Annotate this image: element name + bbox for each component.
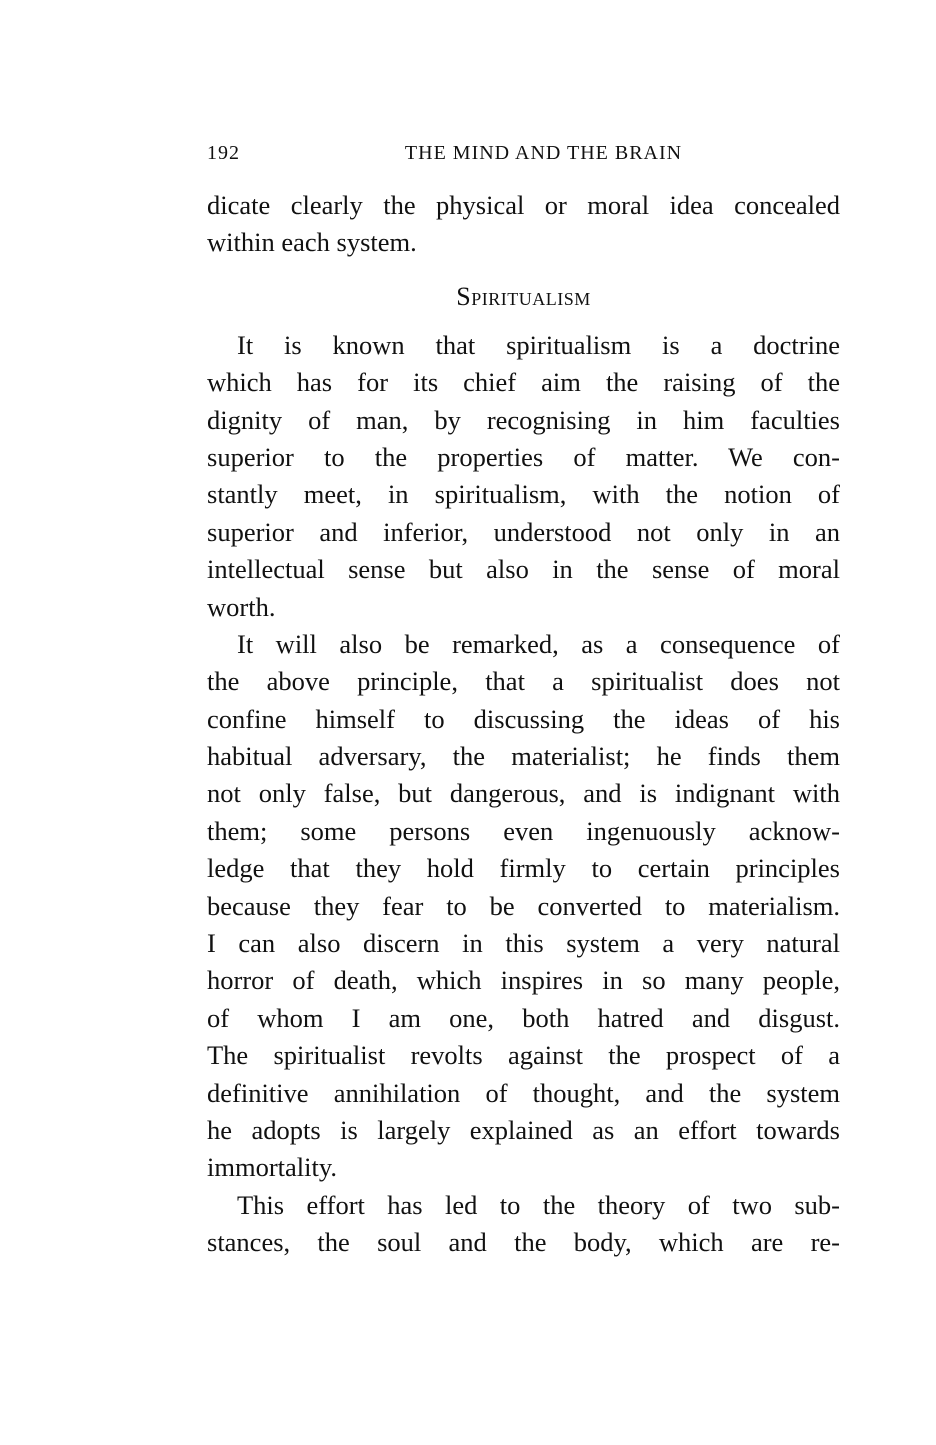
text-line: I can also discern in this system a very natural	[207, 928, 840, 959]
text-line: This effort has led to the theory of two sub-	[237, 1189, 840, 1220]
section-heading-text: Spiritualism	[456, 281, 591, 311]
page-body	[207, 187, 840, 1262]
text-line: confine himself to discussing the ideas of his	[207, 703, 840, 734]
text-line: the above principle, that a spiritualist does not	[207, 666, 840, 697]
text-line: superior to the properties of matter. We con-	[207, 441, 840, 472]
text-line: It will also be remarked, as a consequence of	[237, 628, 840, 659]
text-line: he adopts is largely explained as an effort towards	[207, 1114, 840, 1145]
text-line: of whom I am one, both hatred and disgust.	[207, 1002, 840, 1033]
text-line: horror of death, which inspires in so many people,	[207, 965, 840, 996]
text-line: superior and inferior, understood not only in an	[207, 516, 840, 547]
section-heading	[207, 262, 840, 327]
text-line: ledge that they hold firmly to certain principles	[207, 853, 840, 884]
text-line: them; some persons even ingenuously acknow-	[207, 815, 840, 846]
paragraph	[207, 327, 840, 626]
paragraphs	[207, 327, 840, 1262]
paragraph	[207, 1187, 840, 1262]
text-line: The spiritualist revolts against the prospect of a	[207, 1040, 840, 1071]
text-line: definitive annihilation of thought, and the system	[207, 1077, 840, 1108]
text-line: worth.	[207, 591, 276, 622]
text-line: intellectual sense but also in the sense of moral	[207, 554, 840, 585]
text-line: stances, the soul and the body, which are re-	[207, 1227, 840, 1258]
text-line: not only false, but dangerous, and is indignant with	[207, 778, 840, 809]
text-line: within each system.	[207, 227, 417, 258]
text-line: dicate clearly the physical or moral idea concealed	[207, 190, 840, 220]
text-line: immortality.	[207, 1152, 338, 1183]
running-header	[207, 142, 840, 172]
text-line: because they fear to be converted to materialism.	[207, 890, 840, 921]
running-title: THE MIND AND THE BRAIN	[404, 142, 683, 164]
text-line: habitual adversary, the materialist; he finds them	[207, 741, 840, 772]
text-line: dignity of man, by recognising in him faculties	[207, 404, 840, 435]
text-line: stantly meet, in spiritualism, with the notion of	[207, 479, 840, 510]
page-number: 192	[207, 142, 240, 164]
text-line: which has for its chief aim the raising of the	[207, 367, 840, 398]
text-line: It is known that spiritualism is a doctrine	[237, 329, 840, 360]
paragraph	[207, 626, 840, 1187]
